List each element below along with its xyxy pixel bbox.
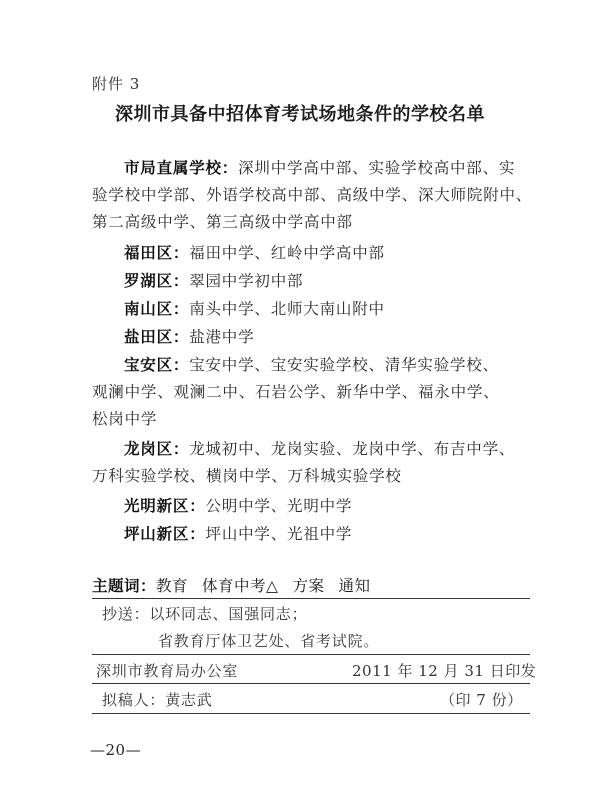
divider-line [92,654,530,655]
district-direct-line-3: 第二高级中学、第三高级中学高中部 [92,213,353,231]
divider-line [92,598,530,599]
district-schools: 深圳中学高中部、实验学校高中部、实 [238,159,516,177]
district-nanshan [124,297,385,319]
district-schools: 翠园中学初中部 [189,272,304,290]
page-number: —20— [90,741,142,759]
district-direct-line-2: 验学校中学部、外语学校高中部、高级中学、深大师院附中、 [92,186,533,204]
district-label: 市局直属学校： [124,158,239,177]
district-baoan-line-3: 松岗中学 [92,410,158,428]
keyword-item: 通知 [338,577,371,595]
copies-count: （印 7 份） [440,691,523,709]
district-yantian [124,325,254,347]
district-label: 宝安区： [124,355,190,374]
attachment-label: 附件 3 [92,75,141,93]
district-schools: 南头中学、北师大南山附中 [189,300,385,318]
keyword-item: 体育中考△ [202,577,279,595]
district-longgang-line-2: 万科实验学校、横岗中学、万科城实验学校 [92,467,402,485]
district-label: 光明新区： [124,496,206,515]
district-schools: 龙城初中、龙岗实验、龙岗中学、布吉中学、 [189,440,516,458]
subject-keywords [92,574,384,596]
district-label: 龙岗区： [124,439,190,458]
district-schools: 盐港中学 [189,328,255,346]
divider-line [92,683,530,684]
cc-line-1: 抄送：以环同志、国强同志； [102,605,308,623]
issuer: 深圳市教育局办公室 [96,662,239,680]
district-guangming [124,494,352,516]
district-futian [124,241,385,263]
district-direct-line-1 [124,156,515,178]
district-luohu [124,269,303,291]
district-schools: 坪山中学、光祖中学 [205,525,353,543]
district-schools: 宝安中学、宝安实验学校、清华实验学校、 [189,356,499,374]
district-pingshan [124,522,352,544]
district-longgang-line-1 [124,437,515,459]
keyword-item: 方案 [292,577,325,595]
cc-line-2: 省教育厅体卫艺处、省考试院。 [158,632,380,650]
district-label: 南山区： [124,299,190,318]
keyword-item: 教育 [156,577,189,595]
district-baoan-line-1 [124,353,499,375]
district-label: 福田区： [124,243,190,262]
district-schools: 福田中学、红岭中学高中部 [189,244,385,262]
district-baoan-line-2: 观澜中学、观澜二中、石岩公学、新华中学、福永中学、 [92,383,500,401]
drafter: 拟稿人：黄志武 [102,691,213,709]
document-title: 深圳市具备中招体育考试场地条件的学校名单 [115,104,485,125]
district-schools: 公明中学、光明中学 [205,497,353,515]
keywords-label: 主题词： [92,576,157,595]
district-label: 盐田区： [124,327,190,346]
divider-line [92,713,530,714]
issue-date: 2011 年 12 月 31 日印发 [352,662,537,680]
district-label: 罗湖区： [124,271,190,290]
district-label: 坪山新区： [124,524,206,543]
